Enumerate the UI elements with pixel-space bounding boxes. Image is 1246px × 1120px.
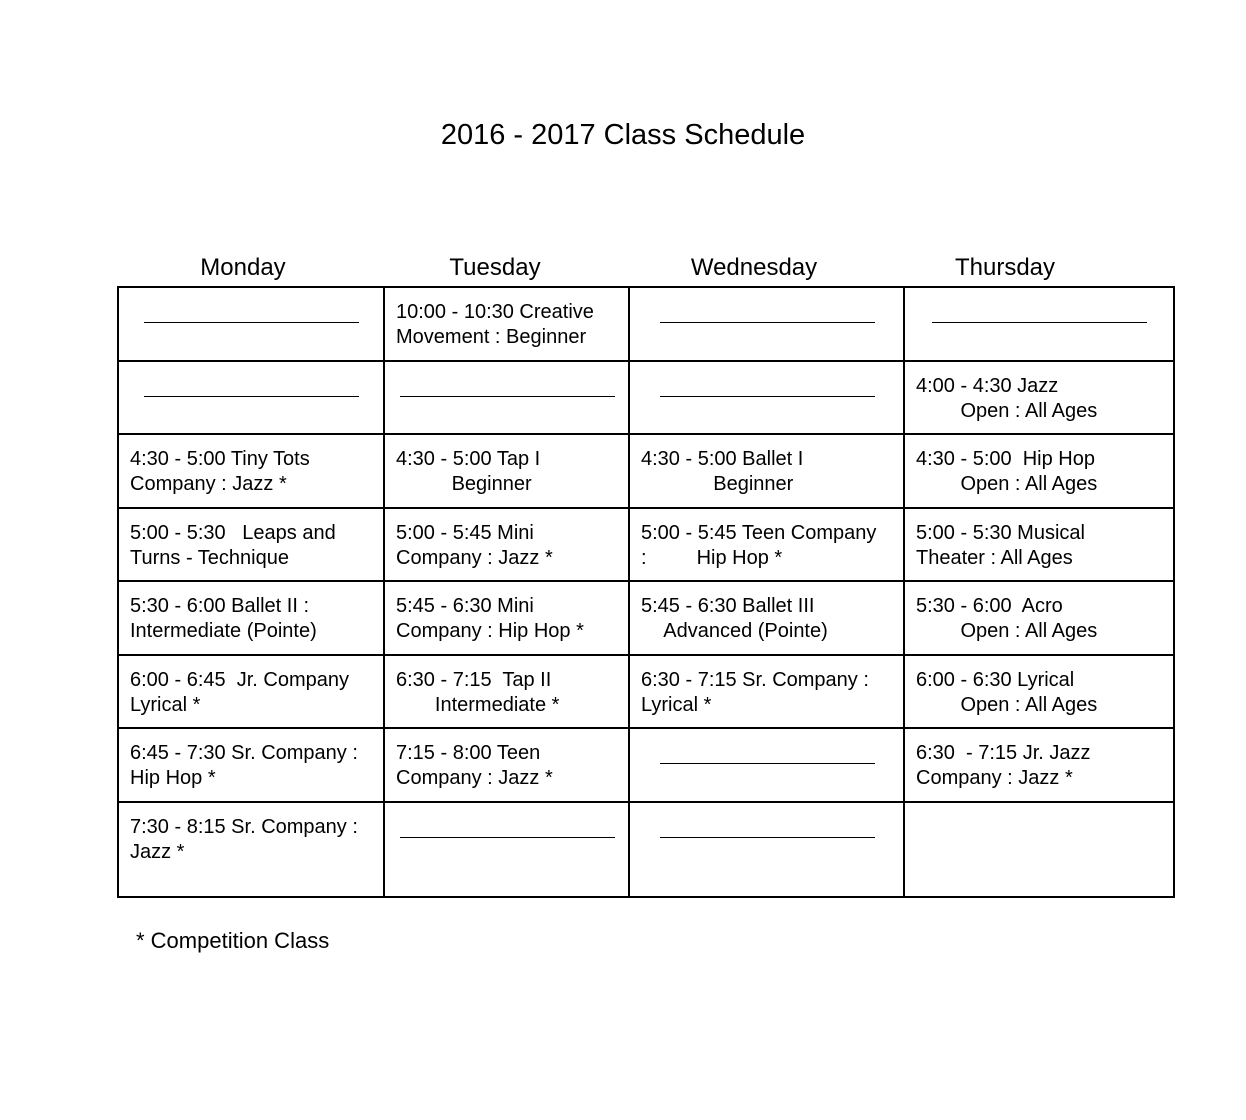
class-entry: 4:30 - 5:00 Tiny Tots Company : Jazz * [130, 448, 310, 495]
schedule-cell-tuesday [384, 581, 629, 655]
schedule-cell-tuesday [384, 361, 629, 435]
schedule-cell-monday [118, 287, 384, 361]
schedule-cell-wednesday [629, 581, 904, 655]
schedule-cell-wednesday [629, 508, 904, 582]
day-header-tuesday: Tuesday [449, 254, 541, 281]
schedule-cell-wednesday [629, 434, 904, 508]
schedule-cell-tuesday [384, 728, 629, 802]
schedule-cell-thursday [904, 728, 1174, 802]
class-entry: 5:00 - 5:45 Mini Company : Jazz * [396, 521, 553, 569]
schedule-table [117, 286, 1175, 898]
blank-line [660, 300, 875, 323]
schedule-row [118, 361, 1174, 435]
schedule-row [118, 581, 1174, 655]
schedule-cell-wednesday [629, 287, 904, 361]
schedule-row [118, 728, 1174, 802]
schedule-cell-thursday [904, 581, 1174, 655]
schedule-cell-tuesday [384, 287, 629, 361]
blank-line [144, 374, 359, 397]
class-entry: 7:15 - 8:00 Teen Company : Jazz * [396, 742, 553, 789]
class-entry: 5:45 - 6:30 Ballet III Advanced (Pointe) [641, 595, 828, 642]
class-entry: 5:00 - 5:45 Teen Company : Hip Hop * [641, 521, 877, 569]
class-entry: 5:00 - 5:30 Musical Theater : All Ages [916, 521, 1085, 569]
schedule-cell-wednesday [629, 728, 904, 802]
class-entry: 5:30 - 6:00 Acro Open : All Ages [916, 595, 1098, 642]
class-entry: 4:00 - 4:30 Jazz Open : All Ages [916, 374, 1098, 422]
blank-line [660, 815, 875, 838]
class-entry: 5:30 - 6:00 Ballet II : Intermediate (Pointe) [130, 595, 317, 642]
schedule-cell-monday [118, 581, 384, 655]
schedule-cell-tuesday [384, 802, 629, 897]
class-entry: 6:45 - 7:30 Sr. Company : Hip Hop * [130, 742, 358, 789]
blank-line [400, 815, 615, 838]
class-entry: 5:45 - 6:30 Mini Company : Hip Hop * [396, 595, 584, 642]
page-title: 2016 - 2017 Class Schedule [440, 119, 806, 151]
class-entry: 10:00 - 10:30 Creative Movement : Beginner [396, 301, 594, 348]
class-entry: 6:30 - 7:15 Sr. Company : Lyrical * [641, 668, 869, 716]
blank-line [660, 374, 875, 397]
schedule-cell-monday [118, 802, 384, 897]
schedule-row [118, 655, 1174, 729]
blank-line [400, 374, 615, 397]
schedule-cell-thursday [904, 361, 1174, 435]
schedule-row [118, 508, 1174, 582]
schedule-cell-monday [118, 508, 384, 582]
class-entry: 4:30 - 5:00 Tap I Beginner [396, 448, 541, 495]
schedule-cell-thursday [904, 508, 1174, 582]
class-entry: 5:00 - 5:30 Leaps and Turns - Technique [130, 521, 336, 569]
schedule-cell-thursday [904, 434, 1174, 508]
schedule-cell-monday [118, 655, 384, 729]
day-header-monday: Monday [200, 254, 286, 281]
schedule-cell-tuesday [384, 434, 629, 508]
blank-line [932, 300, 1147, 323]
day-header-thursday: Thursday [954, 254, 1056, 281]
class-entry: 6:30 - 7:15 Jr. Jazz Company : Jazz * [916, 742, 1091, 789]
competition-footnote: * Competition Class [136, 928, 330, 953]
schedule-cell-monday [118, 434, 384, 508]
schedule-cell-thursday [904, 655, 1174, 729]
schedule-cell-tuesday [384, 508, 629, 582]
schedule-cell-thursday [904, 802, 1174, 897]
schedule-row [118, 287, 1174, 361]
schedule-cell-monday [118, 361, 384, 435]
schedule-cell-thursday [904, 287, 1174, 361]
schedule-cell-wednesday [629, 802, 904, 897]
blank-line [660, 741, 875, 764]
schedule-cell-monday [118, 728, 384, 802]
schedule-row [118, 802, 1174, 897]
class-entry: 7:30 - 8:15 Sr. Company : Jazz * [130, 815, 358, 863]
class-entry: 6:30 - 7:15 Tap II Intermediate * [396, 668, 560, 716]
schedule-cell-tuesday [384, 655, 629, 729]
day-header-wednesday: Wednesday [690, 254, 818, 281]
schedule-cell-wednesday [629, 655, 904, 729]
schedule-cell-wednesday [629, 361, 904, 435]
blank-line [144, 300, 359, 323]
class-entry: 4:30 - 5:00 Hip Hop Open : All Ages [916, 448, 1098, 495]
class-entry: 6:00 - 6:45 Jr. Company Lyrical * [130, 668, 350, 716]
schedule-row [118, 434, 1174, 508]
class-entry: 6:00 - 6:30 Lyrical Open : All Ages [916, 668, 1098, 716]
class-entry: 4:30 - 5:00 Ballet I Beginner [641, 448, 804, 495]
